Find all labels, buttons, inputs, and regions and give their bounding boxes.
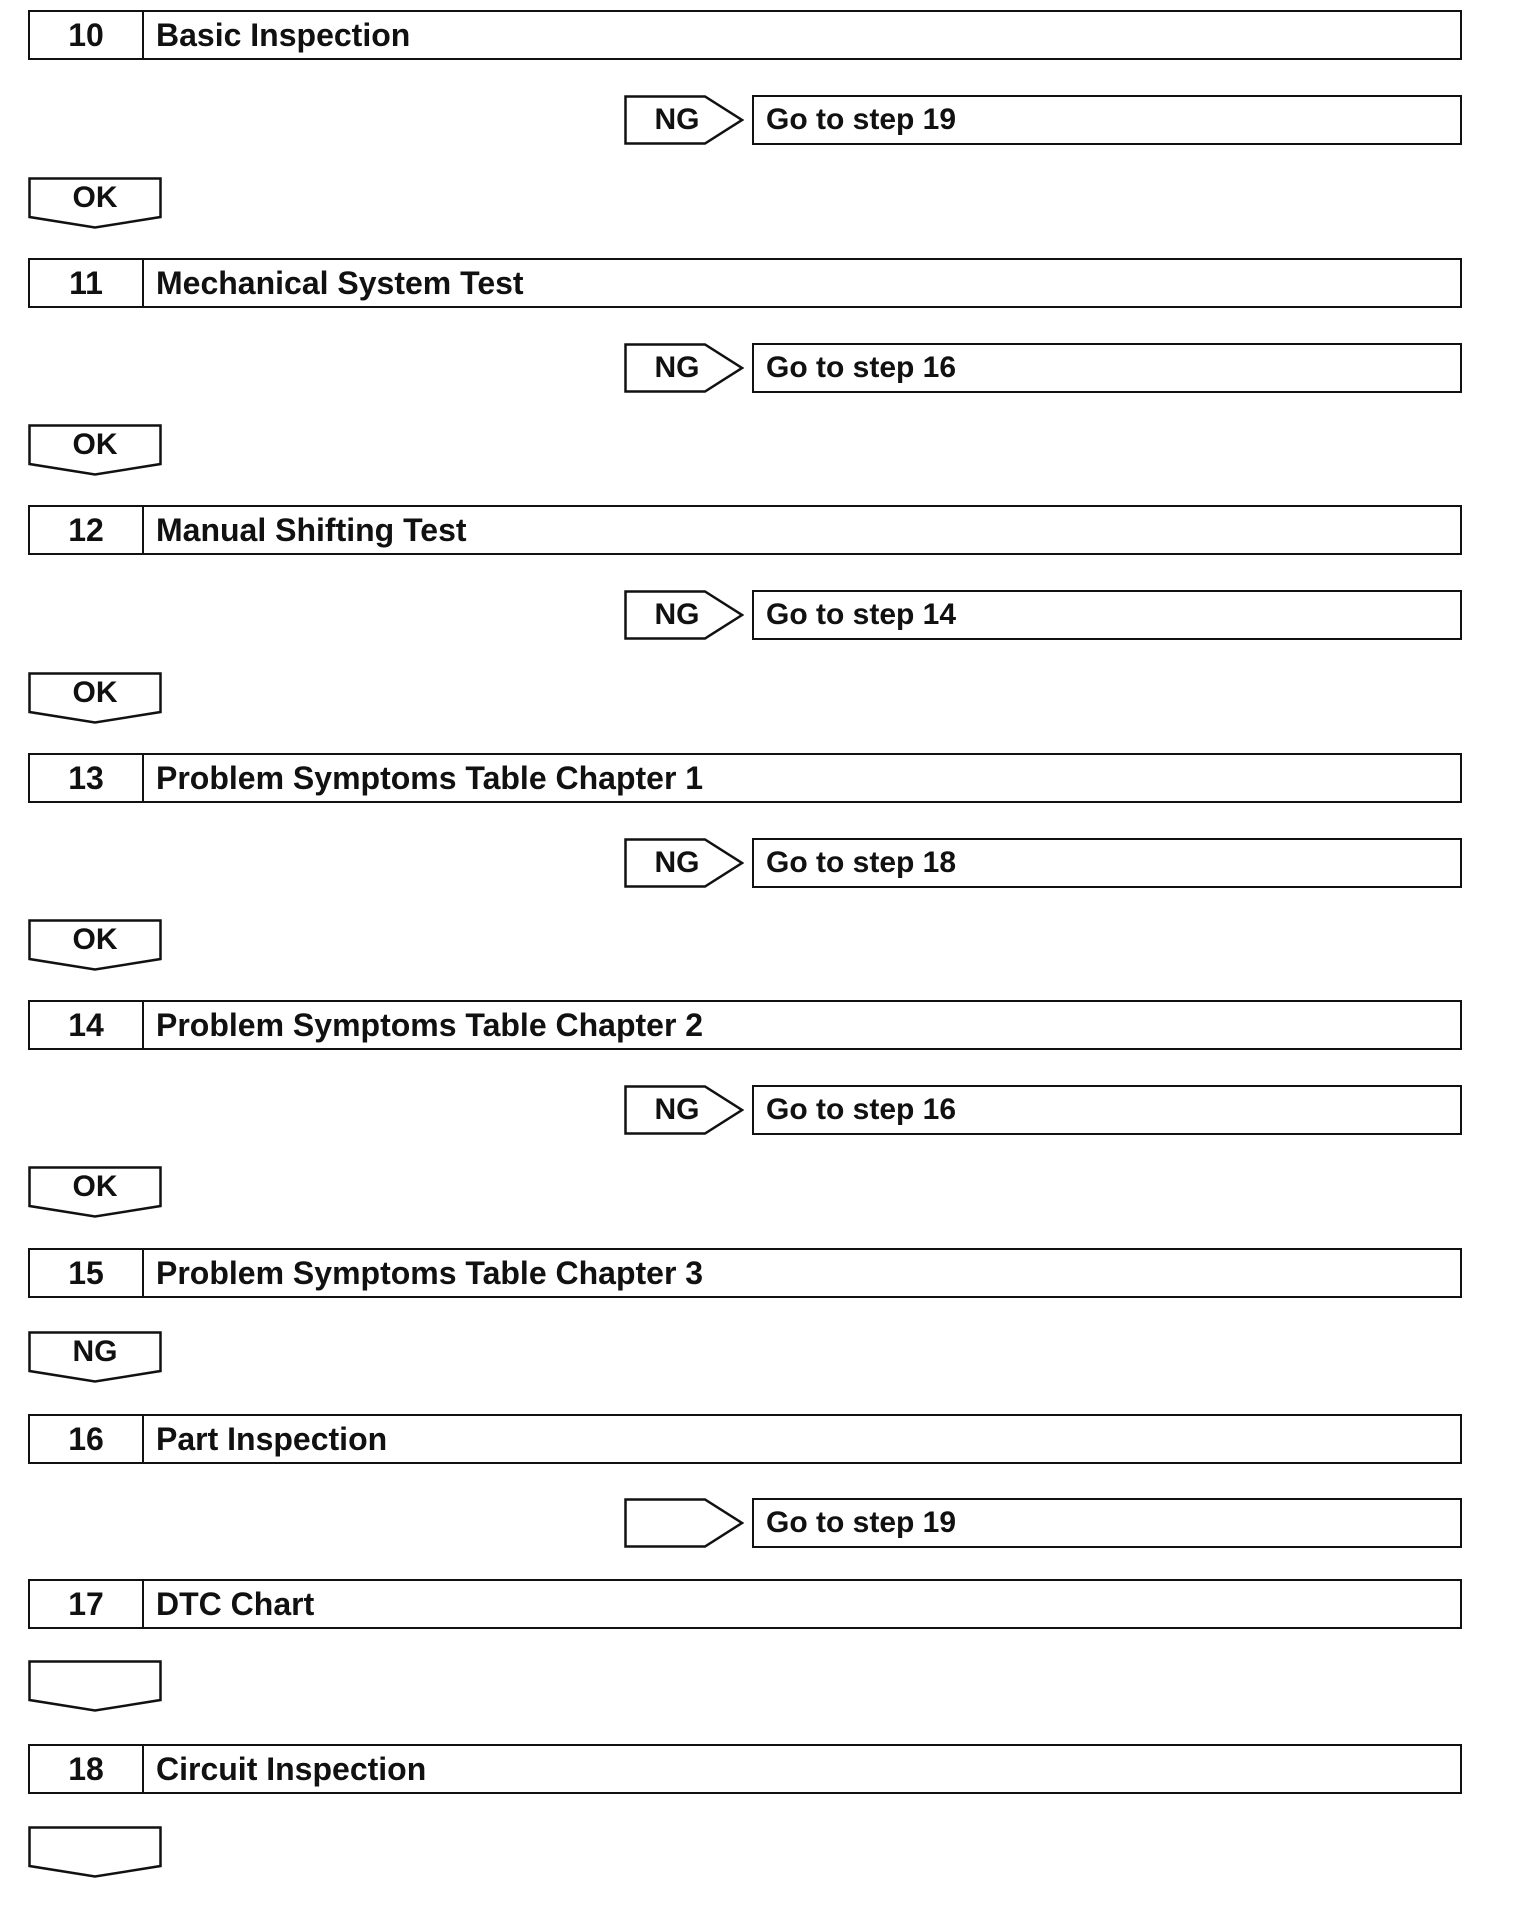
step-box: [28, 505, 1462, 555]
step-title: Circuit Inspection: [156, 1750, 427, 1787]
ng-arrow: [624, 343, 744, 393]
flow-label: OK: [72, 676, 118, 709]
step-title: Basic Inspection: [156, 16, 411, 53]
ng-tag: [28, 1331, 162, 1383]
flow-label: OK: [72, 428, 118, 461]
step-title: Part Inspection: [156, 1420, 388, 1457]
goto-step-box: Go to step 19: [752, 95, 1462, 145]
step-title: DTC Chart: [156, 1585, 315, 1622]
ok-tag: [28, 919, 162, 971]
ng-arrow: [624, 1085, 744, 1135]
flow-label: NG: [72, 1335, 118, 1368]
step-title: Problem Symptoms Table Chapter 2: [156, 1006, 704, 1043]
goto-step-box: Go to step 16: [752, 343, 1462, 393]
step-box: [28, 1248, 1462, 1298]
branch-arrow: [624, 1498, 744, 1548]
ng-label: NG: [654, 351, 700, 384]
step-number: 12: [30, 507, 144, 553]
ng-label: NG: [654, 103, 700, 136]
step-box: [28, 1414, 1462, 1464]
step-number: 14: [30, 1002, 144, 1048]
step-number: 16: [30, 1416, 144, 1462]
step-box: [28, 1744, 1462, 1794]
ng-arrow: [624, 590, 744, 640]
step-number: 18: [30, 1746, 144, 1792]
step-title: Problem Symptoms Table Chapter 1: [156, 759, 704, 796]
ng-arrow: [624, 95, 744, 145]
ng-arrow: [624, 838, 744, 888]
branch-label: [624, 1498, 730, 1548]
ng-label: NG: [654, 846, 700, 879]
flow-label: OK: [72, 923, 118, 956]
step-number: 11: [30, 260, 144, 306]
step-number: 13: [30, 755, 144, 801]
step-box: [28, 753, 1462, 803]
flow-label: OK: [72, 181, 118, 214]
step-box: [28, 1579, 1462, 1629]
ok-tag: [28, 672, 162, 724]
flow-label: OK: [72, 1170, 118, 1203]
step-number: 17: [30, 1581, 144, 1627]
ok-tag: [28, 177, 162, 229]
goto-step-box: Go to step 18: [752, 838, 1462, 888]
step-title: Manual Shifting Test: [156, 511, 467, 548]
step-title: Mechanical System Test: [156, 264, 524, 301]
flow-label: [28, 1826, 162, 1868]
flow-tag: [28, 1660, 162, 1712]
ng-label: NG: [654, 598, 700, 631]
step-number: 10: [30, 12, 144, 58]
step-number: 15: [30, 1250, 144, 1296]
flow-tag: [28, 1826, 162, 1878]
goto-step-box: Go to step 14: [752, 590, 1462, 640]
step-title: Problem Symptoms Table Chapter 3: [156, 1254, 704, 1291]
goto-step-box: Go to step 19: [752, 1498, 1462, 1548]
step-box: [28, 10, 1462, 60]
step-box: [28, 258, 1462, 308]
ok-tag: [28, 424, 162, 476]
flow-label: [28, 1660, 162, 1702]
ok-tag: [28, 1166, 162, 1218]
goto-step-box: Go to step 16: [752, 1085, 1462, 1135]
ng-label: NG: [654, 1093, 700, 1126]
step-box: [28, 1000, 1462, 1050]
